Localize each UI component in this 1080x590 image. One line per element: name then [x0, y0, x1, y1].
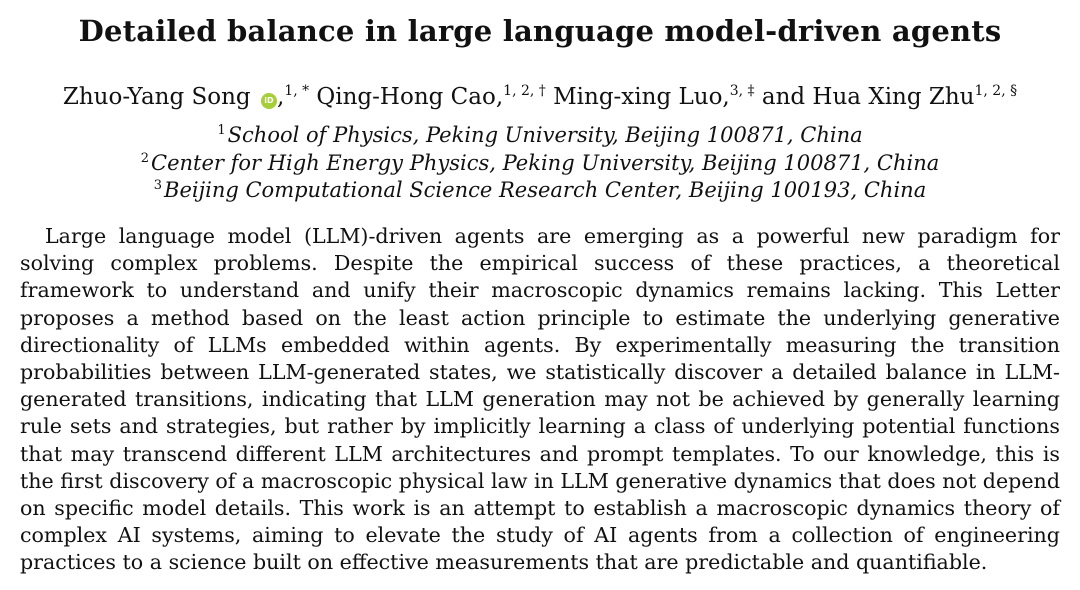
author-name: Hua Xing Zhu — [812, 84, 975, 110]
author-entry — [553, 84, 754, 110]
affiliation-list — [0, 122, 1080, 205]
paper-title: Detailed balance in large language model-driven agents — [78, 14, 1002, 48]
affiliation-mark: 1 — [217, 123, 226, 138]
author-affiliation-marks: 1, 2, § — [974, 83, 1018, 99]
author-affiliation-marks: 3, ‡ — [729, 83, 755, 99]
abstract-paragraph: Large language model (LLM)-driven agents are emerging as a powerful new paradigm for solving complex problems. Despite the empirical success of these practices, a theoretical framework to understand and unify their macroscopic dynamics remains lacking. This Letter proposes a method based on the least action principle to estimate the underlying generative directionality of LLMs embedded within agents. By experimentally measuring the transition probabilities between LLM-generated states, we statistically discover a detailed balance in LLM-generated transitions, indicating that LLM generation may not be achieved by generally learning rule sets and strategies, but rather by implicitly learning a class of underlying potential functions that may transcend different LLM architectures and prompt templates. To our knowledge, this is the first discovery of a macroscopic physical law in LLM generative dynamics that does not depend on specific model details. This work is an attempt to establish a macroscopic dynamics theory of complex AI systems, aiming to elevate the study of AI agents from a collection of engineering practices to a science built on effective measurements that are predictable and quantifiable. — [20, 224, 1060, 575]
author-name: Qing-Hong Cao — [316, 84, 496, 110]
author-separator: , — [276, 84, 285, 110]
affiliation-line — [0, 177, 1080, 205]
affiliation-text: Center for High Energy Physics, Peking University, Beijing 100871, China — [151, 150, 940, 175]
affiliation-line — [0, 122, 1080, 150]
author-affiliation-marks: 1, 2, † — [503, 83, 546, 99]
affiliation-line — [0, 150, 1080, 178]
author-list — [0, 84, 1080, 110]
author-separator: , — [495, 84, 504, 110]
author-name: Ming-xing Luo — [553, 84, 723, 110]
affiliation-text: Beijing Computational Science Research Center, Beijing 100193, China — [164, 178, 927, 202]
orcid-icon[interactable]: iD — [261, 93, 277, 109]
author-conjunction: and — [761, 84, 806, 110]
author-affiliation-marks: 1, * — [284, 83, 310, 99]
affiliation-mark: 3 — [153, 178, 163, 193]
author-separator: , — [722, 84, 730, 110]
affiliation-mark: 2 — [140, 150, 150, 166]
author-entry — [63, 84, 309, 110]
author-name: Zhuo-Yang Song — [62, 84, 251, 110]
author-entry — [316, 84, 545, 110]
affiliation-text: School of Physics, Peking University, Beijing 100871, China — [227, 123, 863, 147]
author-entry — [812, 84, 1017, 110]
